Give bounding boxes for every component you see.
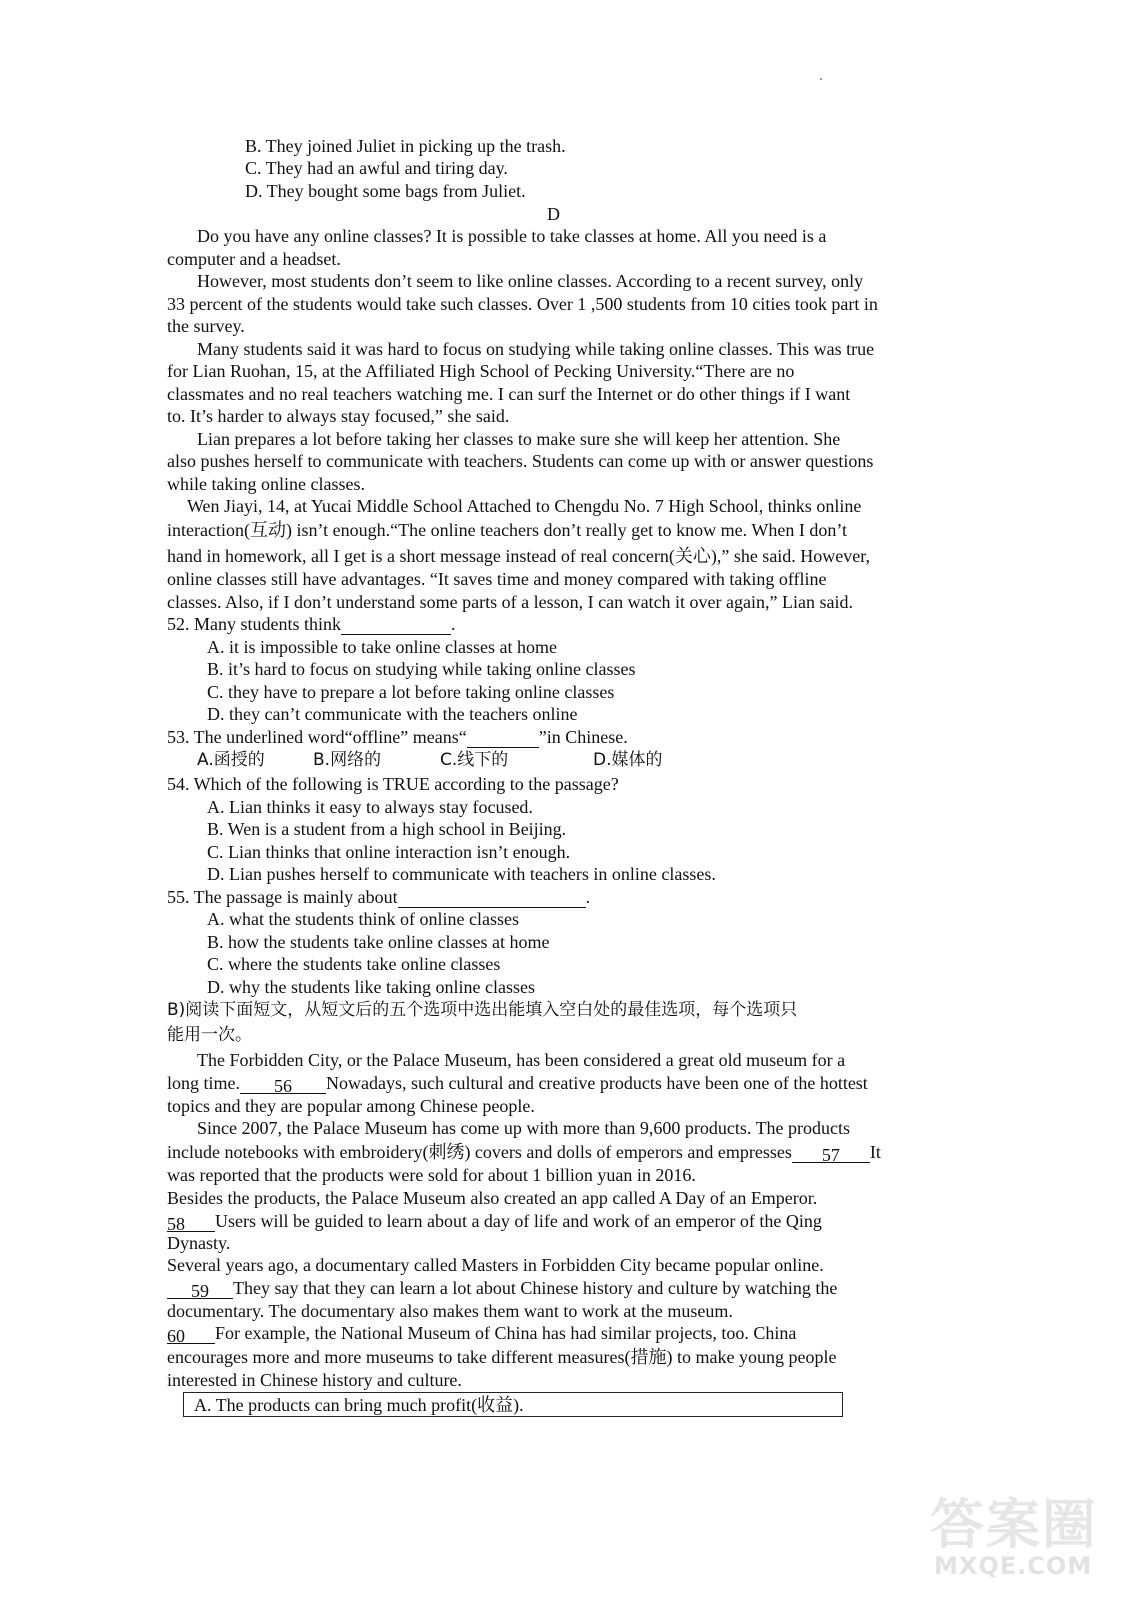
passage-d-line: computer and a headset.: [167, 249, 341, 269]
question-52-option: B. it’s hard to focus on studying while taking online classes: [207, 659, 636, 679]
section-b-instruction: 能用一次。: [167, 1025, 252, 1045]
blank-56: 56: [240, 1075, 326, 1094]
passage-d-line: 33 percent of the students would take such classes. Over 1 ,500 students from 10 cities took part in: [167, 294, 878, 314]
passage-d-line: Do you have any online classes? It is possible to take classes at home. All you need is a: [197, 226, 827, 246]
passage-d-line: classmates and no real teachers watching me. I can surf the Internet or do other things if I want: [167, 384, 851, 404]
passage-d-line: However, most students don’t seem to like online classes. According to a recent survey, only: [197, 271, 864, 291]
section-b-line: topics and they are popular among Chinese people.: [167, 1096, 535, 1116]
passage-d-line: to. It’s harder to always stay focused,” she said.: [167, 406, 510, 426]
question-55-option: B. how the students take online classes at home: [207, 932, 550, 952]
question-54-option: C. Lian thinks that online interaction isn’t enough.: [207, 842, 571, 862]
question-52-stem: 52. Many students think .: [167, 614, 456, 634]
passage-d-line: also pushes herself to communicate with teachers. Students can come up with or answer questions: [167, 451, 874, 471]
blank-60: 60: [167, 1325, 215, 1344]
question-55-option: C. where the students take online classes: [207, 954, 501, 974]
section-b-line: 58 Users will be guided to learn about a day of life and work of an emperor of the Qing: [167, 1211, 822, 1234]
section-b-line: encourages more and more museums to take different measures(措施) to make young people: [167, 1347, 837, 1367]
question-54-option: D. Lian pushes herself to communicate with teachers in online classes.: [207, 864, 716, 884]
blank-58: 58: [167, 1213, 215, 1232]
option-a: A. The products can bring much profit(收益).: [194, 1395, 524, 1415]
answer-blank: [467, 729, 539, 748]
section-b-line: 60 For example, the National Museum of China has had similar projects, too. China: [167, 1323, 797, 1346]
question-52-option: A. it is impossible to take online classes at home: [207, 637, 557, 657]
blank-57: 57: [792, 1144, 870, 1163]
question-55-stem: 55. The passage is mainly about .: [167, 887, 591, 907]
section-b-line: long time. 56 Nowadays, such cultural and creative products have been one of the hottest: [167, 1073, 868, 1096]
section-b-line: Dynasty.: [167, 1233, 231, 1253]
blank-59: 59: [167, 1280, 233, 1299]
section-b-line: Besides the products, the Palace Museum also created an app called A Day of an Emperor.: [167, 1188, 818, 1208]
watermark-logo: [930, 1482, 1110, 1587]
question-55-option: A. what the students think of online classes: [207, 909, 519, 929]
question-52-option: D. they can’t communicate with the teachers online: [207, 704, 578, 724]
question-54-stem: 54. Which of the following is TRUE according to the passage?: [167, 774, 619, 794]
passage-d-line: for Lian Ruohan, 15, at the Affiliated High School of Pecking University.“There are no: [167, 361, 795, 381]
question-53-option: A.函授的: [197, 750, 265, 770]
passage-c-option-b: B. They joined Juliet in picking up the trash.: [245, 136, 566, 156]
question-52-option: C. they have to prepare a lot before taking online classes: [207, 682, 615, 702]
passage-d-line: the survey.: [167, 316, 245, 336]
watermark-text: 答案圈: [930, 1493, 1098, 1556]
passage-c-option-c: C. They had an awful and tiring day.: [245, 158, 508, 178]
answer-blank: [341, 616, 451, 635]
question-53-option: B.网络的: [313, 750, 382, 770]
passage-d-line: Many students said it was hard to focus on studying while taking online classes. This was true: [197, 339, 875, 359]
passage-d-line: online classes still have advantages. “It saves time and money compared with taking offline: [167, 569, 827, 589]
question-55-option: D. why the students like taking online classes: [207, 977, 535, 997]
section-b-line: documentary. The documentary also makes them want to work at the museum.: [167, 1301, 733, 1321]
passage-d-line: while taking online classes.: [167, 474, 365, 494]
watermark-url: MXQE.COM: [934, 1552, 1093, 1580]
question-53-stem: 53. The underlined word“offline” means“ ”in Chinese.: [167, 727, 628, 747]
passage-d-line: classes. Also, if I don’t understand some parts of a lesson, I can watch it over again,” Lian said.: [167, 592, 853, 612]
passage-d-line: hand in homework, all I get is a short message instead of real concern(关心),” she said. However,: [167, 546, 871, 566]
section-b-line: Since 2007, the Palace Museum has come up with more than 9,600 products. The products: [197, 1118, 851, 1138]
answer-blank: [398, 889, 586, 908]
section-b-line: interested in Chinese history and culture.: [167, 1370, 462, 1390]
section-b-line: 59 They say that they can learn a lot about Chinese history and culture by watching the: [167, 1277, 837, 1299]
passage-d-label: D: [547, 204, 560, 224]
passage-c-option-d: D. They bought some bags from Juliet.: [245, 181, 526, 201]
section-b-line: Several years ago, a documentary called Masters in Forbidden City became popular online.: [167, 1255, 824, 1275]
passage-d-line: interaction(互动) isn’t enough.“The online teachers don’t really get to know me. When I don’t: [167, 520, 847, 540]
section-b-line: The Forbidden City, or the Palace Museum, has been considered a great old museum for a: [197, 1050, 846, 1070]
options-box: [183, 1392, 843, 1417]
section-b-line: was reported that the products were sold for about 1 billion yuan in 2016.: [167, 1165, 696, 1185]
passage-d-line: Wen Jiayi, 14, at Yucai Middle School Attached to Chengdu No. 7 High School, thinks online: [187, 496, 862, 516]
section-b-line: include notebooks with embroidery(刺绣) covers and dolls of emperors and empresses 57 It: [167, 1142, 881, 1165]
question-53-option: D.媒体的: [593, 750, 663, 770]
speck: [820, 78, 822, 80]
passage-d-line: Lian prepares a lot before taking her classes to make sure she will keep her attention. She: [197, 429, 841, 449]
question-54-option: B. Wen is a student from a high school in Beijing.: [207, 819, 567, 839]
question-54-option: A. Lian thinks it easy to always stay focused.: [207, 797, 533, 817]
question-53-option: C.线下的: [440, 750, 509, 770]
section-b-instruction: B)阅读下面短文，从短文后的五个选项中选出能填入空白处的最佳选项，每个选项只: [167, 1000, 798, 1020]
